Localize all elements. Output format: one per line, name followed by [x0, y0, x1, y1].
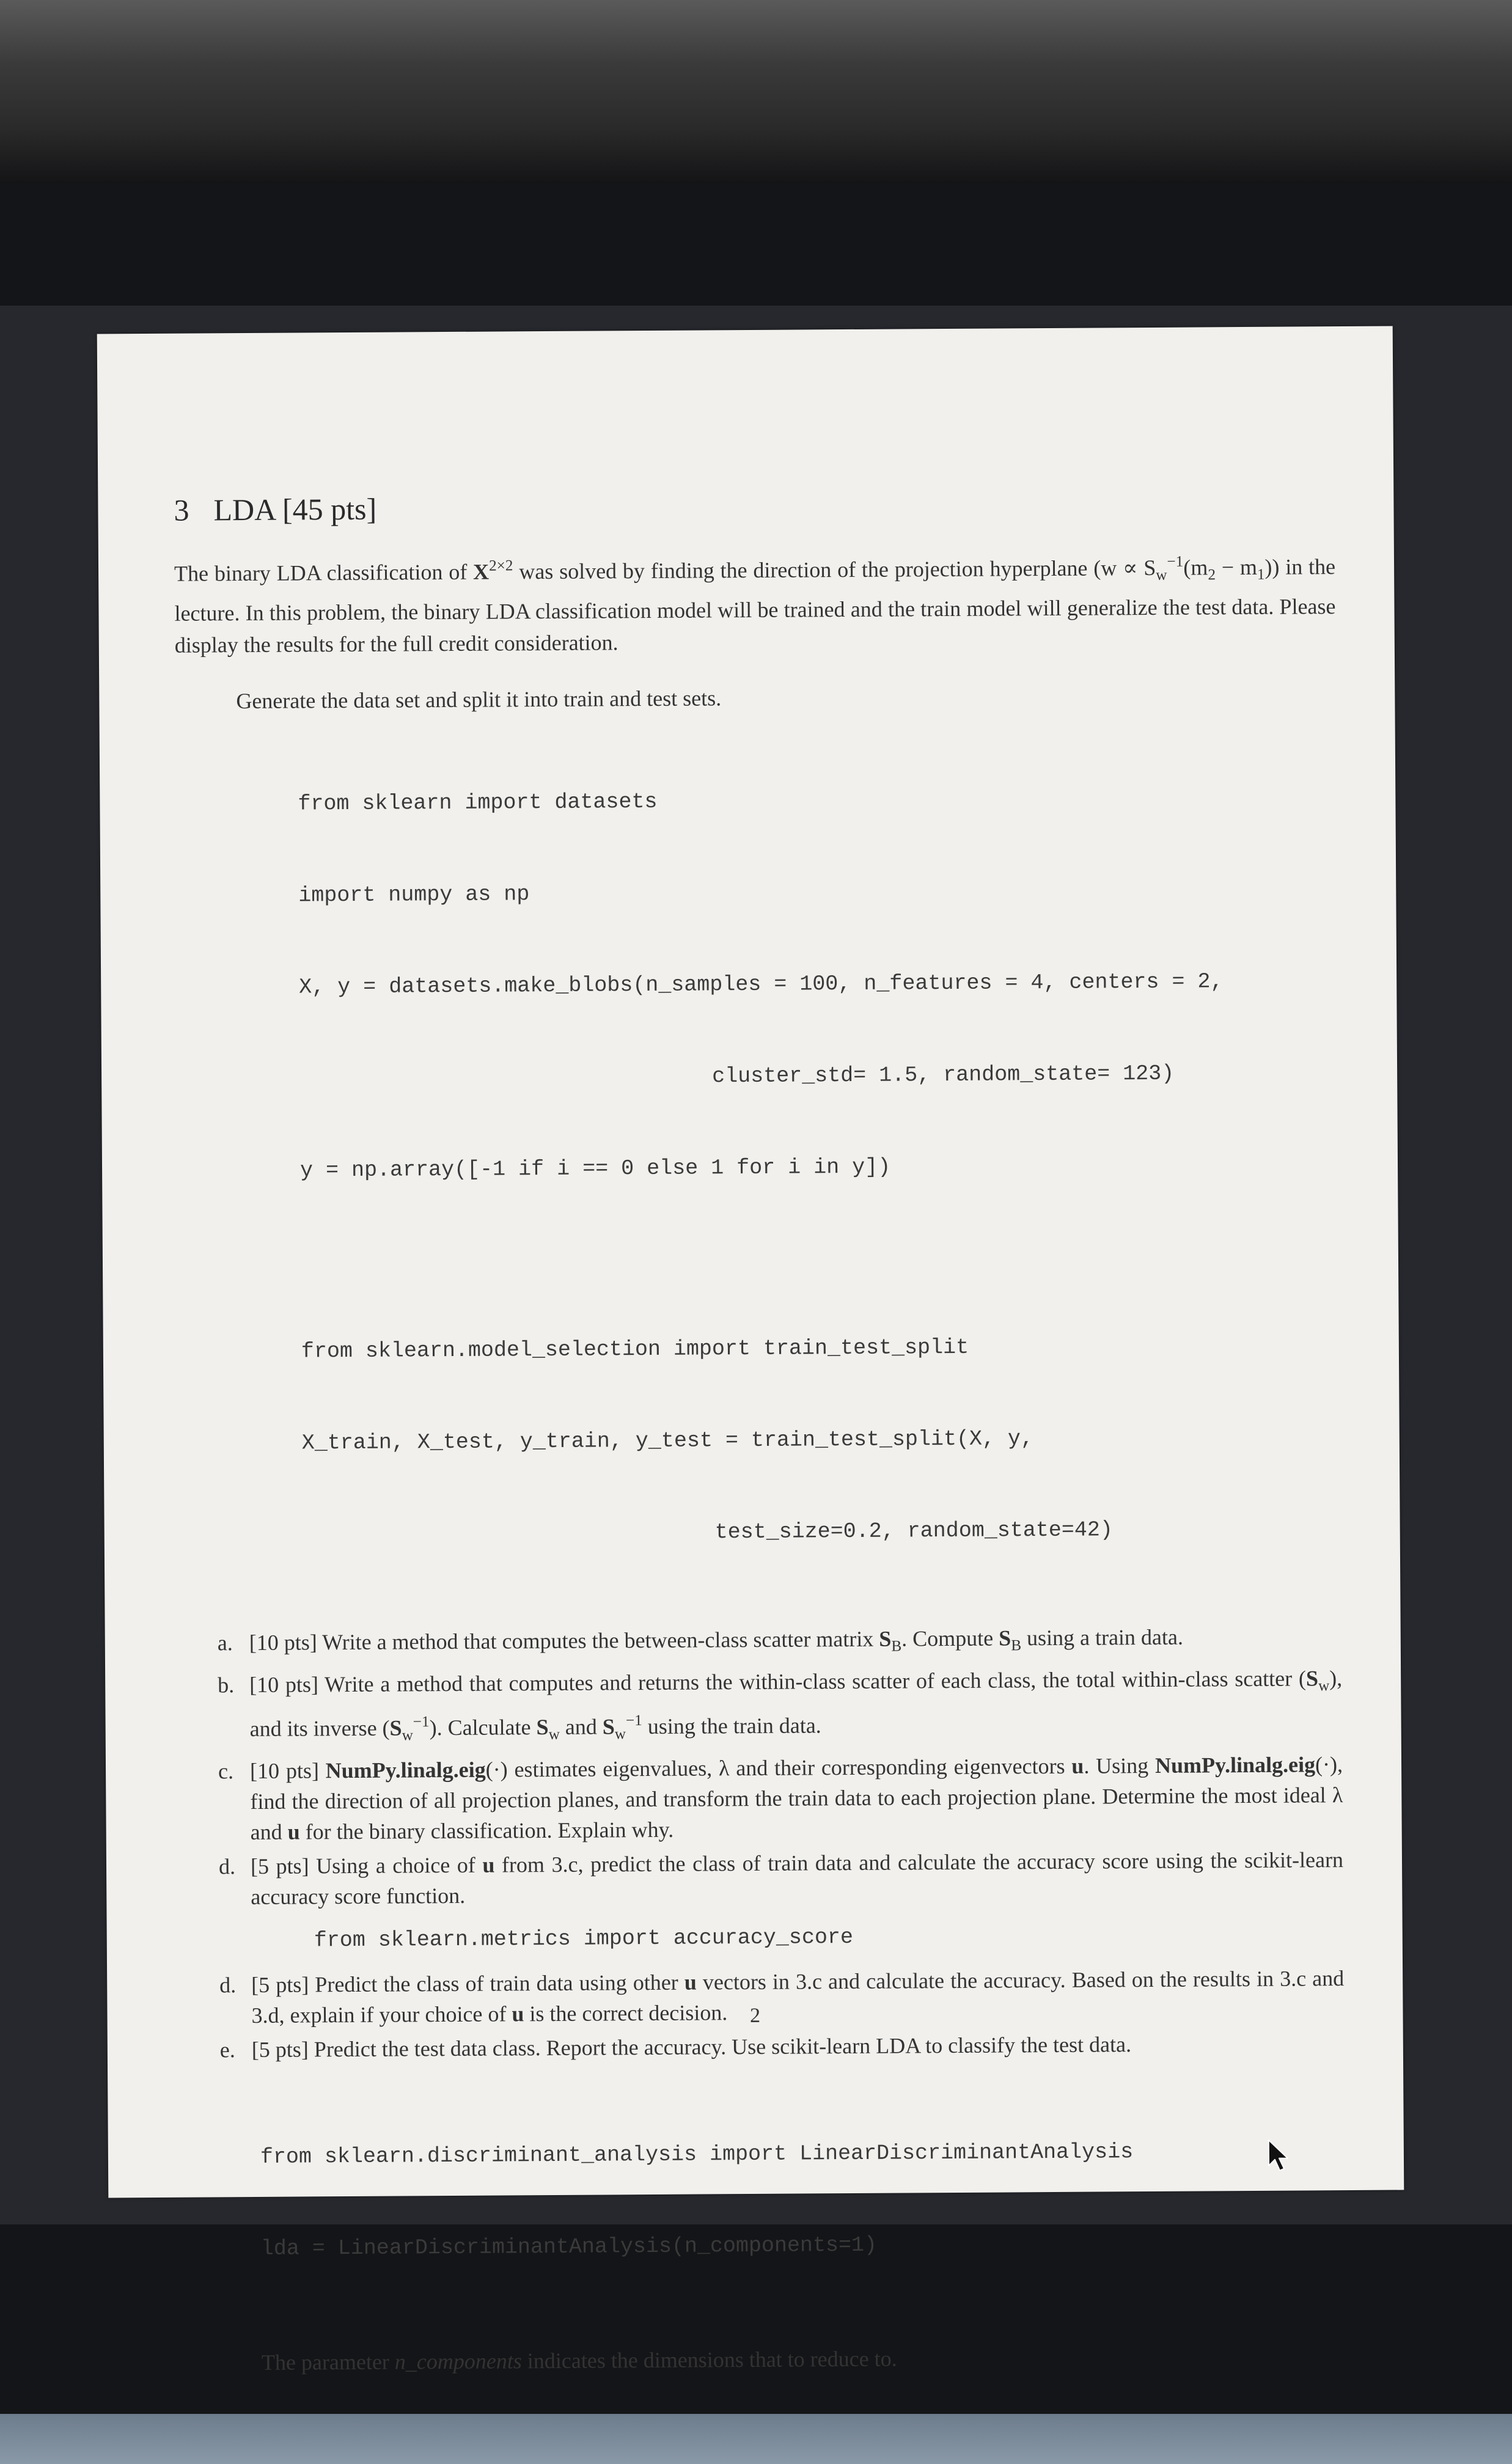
code-line: X_train, X_test, y_train, y_test = train_test_split(X, y,	[301, 1426, 1034, 1456]
page-content	[174, 485, 1346, 2400]
intro-paragraph	[174, 545, 1336, 661]
intro-text: )) in the lecture. In this problem, the binary LDA classification model will be trained and the train model will generalize the test data. Please display the results for the full credit consideration.	[174, 554, 1336, 658]
intro-text: − m	[1221, 554, 1258, 580]
code-block-accuracy-score: from sklearn.metrics import accuracy_score	[314, 1924, 854, 1953]
question-d1	[219, 1844, 1344, 1912]
matrix-symbol: X	[472, 559, 490, 584]
item-text	[249, 1663, 1343, 1752]
math-subscript: w	[1156, 566, 1167, 584]
text-run: [10 pts] Write a method that computes the between-class scatter matrix	[249, 1626, 879, 1656]
section-number: 3	[174, 493, 189, 527]
code-block-lda	[260, 2074, 1346, 2325]
text-run: ), and its inverse (	[249, 1666, 1343, 1742]
section-heading: LDA [45 pts]	[213, 491, 377, 527]
math-bold: S	[602, 1714, 615, 1739]
math-bold: S	[999, 1626, 1011, 1651]
item-letter: e.	[219, 2037, 235, 2062]
item-text	[250, 1749, 1343, 1847]
math-superscript: −1	[625, 1712, 642, 1729]
text-run: is the correct decision.	[524, 2000, 728, 2026]
photo-background-top	[0, 0, 1512, 183]
math-subscript: w	[548, 1726, 560, 1744]
code-line: from sklearn.model_selection import train_test_split	[301, 1335, 969, 1364]
mouse-pointer-icon	[1266, 2139, 1291, 2173]
math-subscript: w	[1318, 1678, 1330, 1695]
question-a	[218, 1621, 1342, 1666]
question-list	[218, 1621, 1344, 1912]
text-run: using a train data.	[1021, 1624, 1184, 1651]
text-run: for the binary classification. Explain why.	[299, 1817, 674, 1844]
math-bold: u	[684, 1970, 697, 1995]
code-block-make-blobs	[298, 721, 1340, 1247]
code-line: y = np.array([-1 if i == 0 else 1 for i in y])	[299, 1154, 891, 1183]
code-line: lda = LinearDiscriminantAnalysis(n_components=1)	[260, 2232, 878, 2261]
text-run: [5 pts] Predict the class of train data using other	[251, 1970, 684, 1998]
math-bold: S	[389, 1715, 402, 1740]
text-run: and	[559, 1714, 603, 1739]
item-letter: c.	[218, 1759, 234, 1784]
text-run: (·), find the direction of all projection planes, and transform the train data to each projection plane. Determine the most ideal λ and	[250, 1752, 1343, 1845]
math-subscript: B	[1011, 1637, 1022, 1654]
item-letter: d.	[218, 1854, 236, 1879]
intro-text: The binary LDA classification of	[174, 559, 468, 586]
function-name: NumPy.linalg.eig	[325, 1757, 486, 1783]
parameter-name: n_components	[394, 2348, 522, 2374]
math-superscript: −1	[413, 1714, 430, 1731]
page-number: 2	[749, 2004, 761, 2028]
math-bold: S	[1305, 1666, 1319, 1691]
code-line: from sklearn.discriminant_analysis import LinearDiscriminantAnalysis	[260, 2140, 1134, 2169]
code-line: import numpy as np	[298, 882, 530, 908]
text-run: [10 pts]	[249, 1758, 326, 1784]
text-run: [5 pts] Using a choice of	[250, 1852, 483, 1879]
text-run: ). Calculate	[429, 1715, 537, 1740]
text-run: [10 pts] Write a method that computes and returns the within-class scatter of each class, the total within-class scatter (	[249, 1666, 1307, 1698]
question-b	[218, 1663, 1343, 1752]
math-superscript: −1	[1167, 553, 1184, 570]
math-subscript: 1	[1257, 566, 1265, 583]
item-text	[251, 1844, 1344, 1912]
math-bold: u	[482, 1852, 495, 1877]
math-bold: S	[879, 1626, 892, 1651]
math-bold: u	[512, 2001, 524, 2026]
generate-instruction: Generate the data set and split it into train and test sets.	[236, 686, 722, 714]
text-run: The parameter	[261, 2349, 395, 2375]
code-line: from sklearn import datasets	[298, 789, 658, 816]
code-block-train-test-split	[301, 1269, 1341, 1611]
text-run: (·) estimates eigenvalues, λ and their corresponding eigenvectors	[485, 1753, 1072, 1782]
intro-text: was solved by finding the direction of the projection hyperplane (w ∝ S	[519, 555, 1156, 584]
text-run: from 3.c, predict the class of train data and calculate the accuracy score using the scikit-learn accuracy score function.	[251, 1847, 1344, 1910]
document-page	[97, 326, 1404, 2375]
math-bold: S	[536, 1715, 549, 1740]
text-run: indicates the dimensions that to reduce to.	[521, 2346, 897, 2374]
item-letter: b.	[218, 1673, 235, 1698]
code-line: cluster_std= 1.5, random_state= 123)	[712, 1061, 1175, 1089]
math-subscript: 2	[1208, 566, 1216, 584]
code-line: test_size=0.2, random_state=42)	[714, 1517, 1113, 1545]
item-letter: d.	[219, 1973, 237, 1998]
question-e	[220, 2028, 1345, 2065]
math-subscript: w	[402, 1727, 413, 1744]
math-subscript: B	[891, 1638, 902, 1655]
math-bold: u	[287, 1819, 300, 1844]
text-run: . Using	[1084, 1753, 1156, 1778]
matrix-dims: 2×2	[488, 557, 513, 574]
question-c	[218, 1749, 1343, 1847]
n-components-note	[262, 2341, 1346, 2378]
math-subscript: w	[614, 1726, 626, 1743]
section-title	[174, 485, 1335, 528]
text-run: vectors in 3.c and calculate the accuracy. Based on the results in 3.c and 3.d, explain if your choice of	[251, 1966, 1345, 2028]
item-text: [5 pts] Predict the test data class. Report the accuracy. Use scikit-learn LDA to classify the test data.	[251, 2032, 1132, 2062]
code-line: X, y = datasets.make_blobs(n_samples = 100, n_features = 4, centers = 2,	[299, 969, 1224, 1000]
function-name: NumPy.linalg.eig	[1154, 1752, 1316, 1778]
intro-text: (m	[1183, 555, 1208, 580]
math-bold: u	[1071, 1753, 1084, 1778]
photo-background-bottom	[0, 2414, 1512, 2464]
text-run: using the train data.	[642, 1713, 821, 1739]
text-run: . Compute	[901, 1626, 999, 1651]
item-letter: a.	[217, 1630, 233, 1656]
item-text	[249, 1621, 1342, 1666]
